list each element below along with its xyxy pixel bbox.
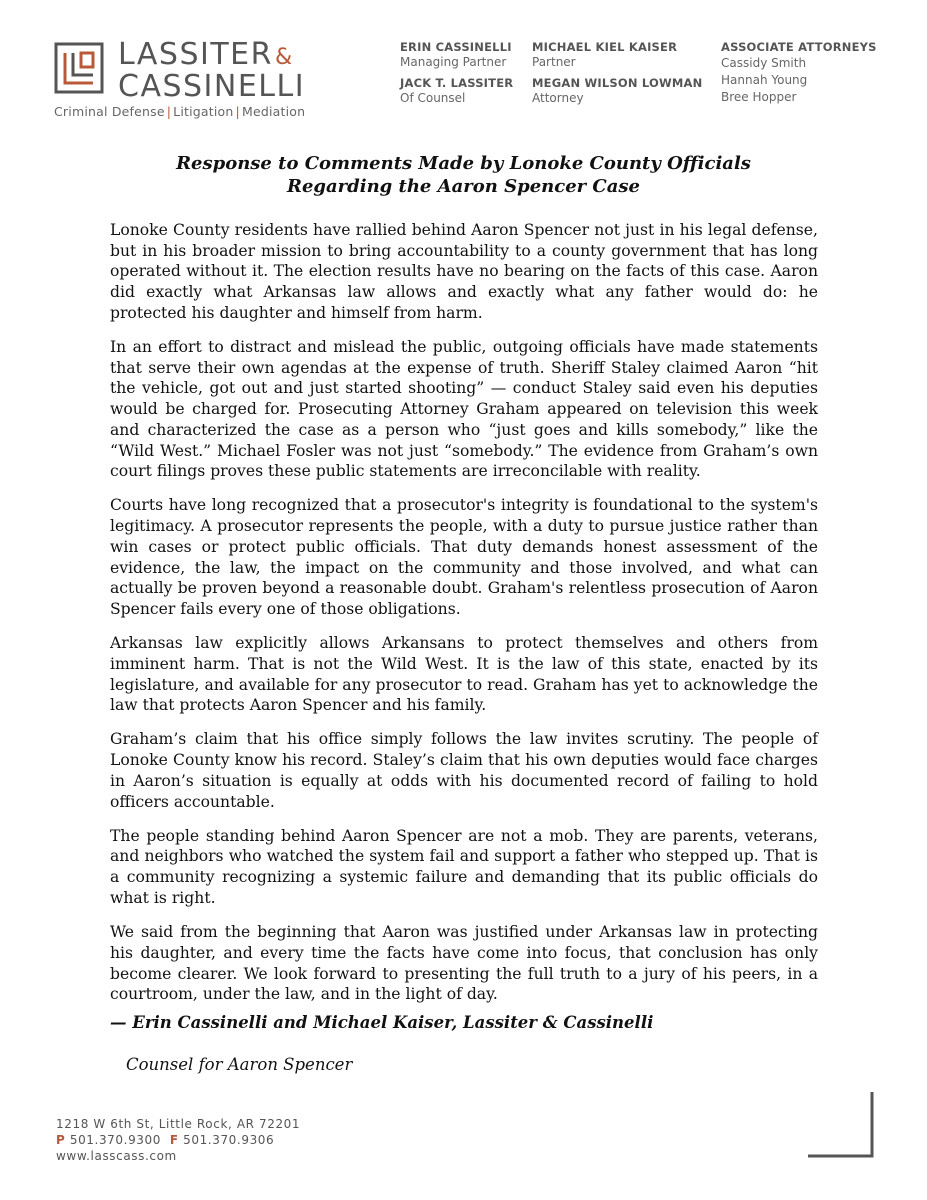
footer-address: 1218 W 6th St, Little Rock, AR 72201 [56, 1117, 301, 1131]
body-paragraph: Courts have long recognized that a prosecutor's integrity is foundational to the system's legitimacy. A prosecutor represents the people, with a duty to pursue justice rather than win cases or protect public officials. That duty demands honest assessment of the evidence, the law, the impact on the community and those involved, and what can actually be proven beyond a reasonable doubt. Graham's relentless prosecution of Aaron Spencer fails every one of those obligations. [110, 496, 818, 618]
firm-tagline [54, 104, 305, 119]
staff-name: JACK T. LASSITER [400, 76, 514, 90]
corner-bracket-icon [808, 1092, 874, 1158]
staff-role: Of Counsel [400, 91, 466, 105]
associates-heading: ASSOCIATE ATTORNEYS [721, 40, 877, 54]
tagline-separator: | [166, 104, 172, 119]
firm-name-line2: CASSINELLI [118, 69, 306, 104]
staff-role: Partner [532, 55, 576, 69]
staff-column-2 [532, 40, 702, 112]
tagline-item: Litigation [173, 104, 234, 119]
firm-name [118, 37, 306, 104]
tagline-separator: | [235, 104, 240, 119]
staff-column-associates [721, 40, 877, 106]
staff-name: MICHAEL KIEL KAISER [532, 40, 678, 54]
phone-number: 501.370.9300 [69, 1133, 162, 1147]
body-paragraph: The people standing behind Aaron Spencer are not a mob. They are parents, veterans, and neighbors who watched the system fail and support a father who stepped up. That is a community recognizing a systemic failure and demanding that its public officials do what is right. [110, 826, 818, 907]
signature-line: — Erin Cassinelli and Michael Kaiser, Lassiter & Cassinelli [110, 1013, 654, 1032]
counsel-line: Counsel for Aaron Spencer [126, 1055, 353, 1074]
document-body [110, 220, 818, 1018]
body-paragraph: Arkansas law explicitly allows Arkansans to protect themselves and others from imminent harm. That is not the Wild West. It is the law of this state, enacted by its legislature, and available for any prosecutor to read. Graham has yet to acknowledge the law that protects Aaron Spencer and his family. [110, 634, 818, 715]
staff-entry [532, 40, 702, 70]
staff-name: MEGAN WILSON LOWMAN [532, 76, 703, 90]
staff-role: Managing Partner [400, 55, 507, 69]
staff-role: Attorney [532, 91, 584, 105]
associate-name: Cassidy Smith [721, 56, 807, 70]
footer-phone-fax [56, 1132, 300, 1148]
associate-name: Bree Hopper [721, 90, 797, 104]
staff-entry [400, 76, 513, 106]
document-title-line: Regarding the Aaron Spencer Case [287, 176, 640, 197]
phone-label: P [56, 1133, 66, 1147]
firm-name-ampersand: & [274, 45, 294, 70]
body-paragraph: Lonoke County residents have rallied behind Aaron Spencer not just in his legal defense, but in his broader mission to bring accountability to a county government that has long operated without it. The election results have no bearing on the facts of this case. Aaron did exactly what Arkansas law allows and exactly what any father would do: he protected his daughter and himself from harm. [110, 221, 818, 322]
firm-name-line1: LASSITER [118, 37, 273, 72]
associate-name: Hannah Young [721, 73, 808, 87]
tagline-item: Criminal Defense [54, 104, 165, 119]
staff-column-1 [400, 40, 513, 112]
document-title [110, 152, 817, 198]
firm-logo-mark-icon [54, 42, 104, 94]
fax-label: F [169, 1133, 179, 1147]
staff-entry [400, 40, 513, 70]
staff-entry [532, 76, 702, 106]
associates-list [721, 55, 877, 106]
body-paragraph: Graham’s claim that his office simply follows the law invites scrutiny. The people of Lonoke County know his record. Staley’s claim that his own deputies would face charges in Aaron’s situation is equally at odds with his documented record of failing to hold officers accountable. [110, 730, 818, 811]
footer-contact [56, 1116, 300, 1164]
staff-name: ERIN CASSINELLI [400, 40, 512, 54]
body-paragraph: In an effort to distract and mislead the public, outgoing officials have made statements that serve their own agendas at the expense of truth. Sheriff Staley claimed Aaron “hit the vehicle, got out and just started shooting” — conduct Staley said even his deputies would be charged for. Prosecuting Attorney Graham appeared on television this week and characterized the case as a person who “just goes and kills somebody,” like the “Wild West.” Michael Fosler was not just “somebody.” The evidence from Graham’s own court filings proves these public statements are irreconcilable with reality. [110, 338, 818, 481]
footer-website: www.lasscass.com [56, 1149, 177, 1163]
document-title-line: Response to Comments Made by Lonoke County Officials [176, 153, 751, 174]
body-paragraph: We said from the beginning that Aaron was justified under Arkansas law in protecting his daughter, and every time the facts have come into focus, that conclusion has only become clearer. We look forward to presenting the full truth to a jury of his peers, in a courtroom, under the law, and in the light of day. [110, 923, 818, 1004]
tagline-item: Mediation [241, 104, 306, 119]
fax-number: 501.370.9306 [183, 1133, 275, 1147]
